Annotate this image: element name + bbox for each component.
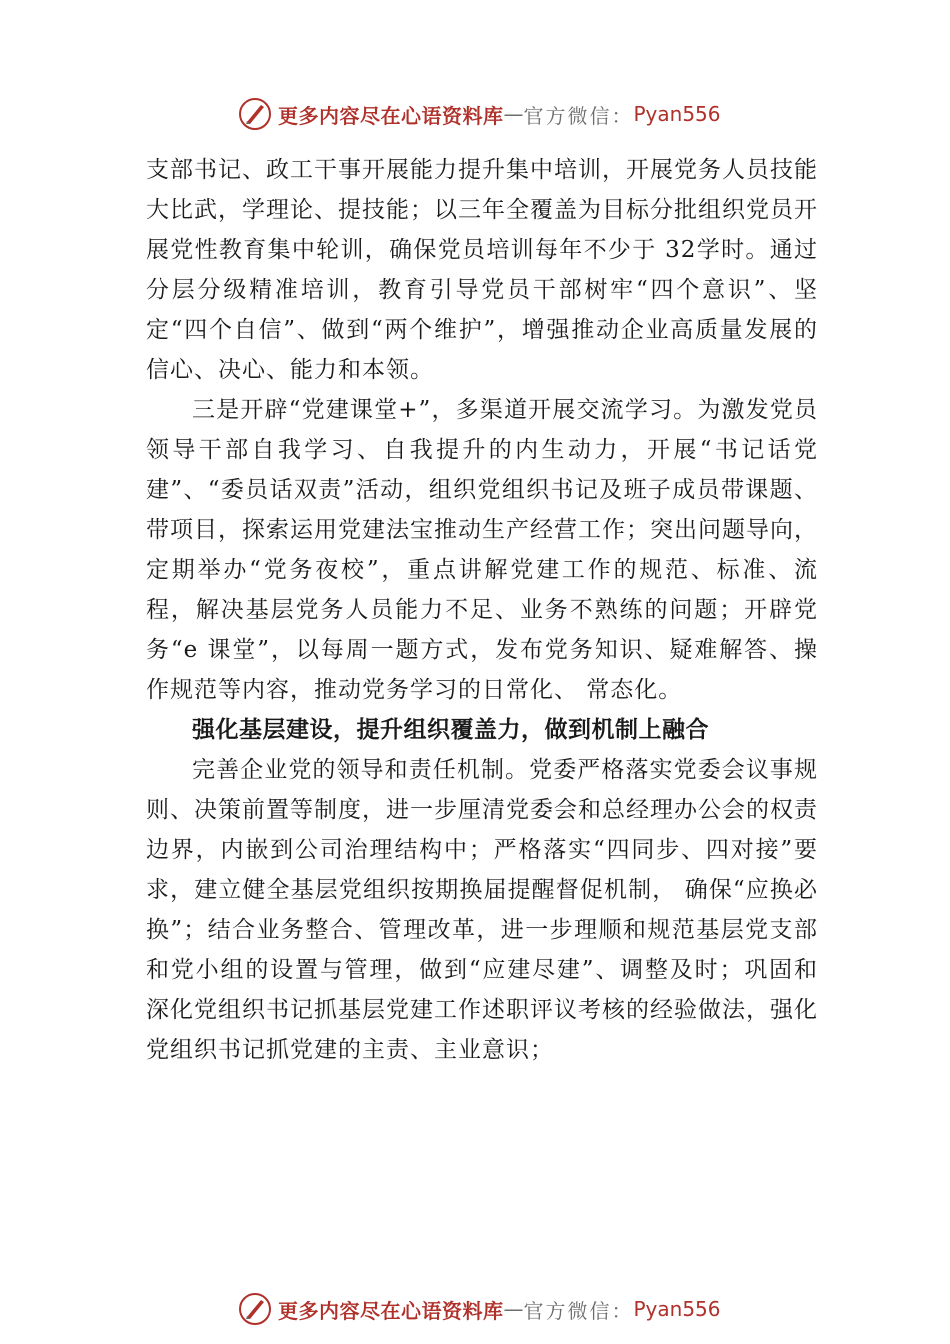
- banner-title: 更多内容尽在心语资料库: [278, 1298, 504, 1323]
- header-watermark-banner: [238, 96, 721, 132]
- footer-watermark-banner: [238, 1291, 721, 1327]
- quill-logo-icon: [238, 97, 272, 131]
- banner-wechat-id: Pyan556: [633, 102, 721, 126]
- document-body: [146, 150, 818, 1070]
- paragraph-mechanism: 完善企业党的领导和责任机制。党委严格落实党委会议事规则、决策前置等制度，进一步厘清党委会和总经理办公会的权责边界，内嵌到公司治理结构中；严格落实“四同步、四对接”要求，建立健全基层党组织按期换届提醒督促机制， 确保“应换必换”；结合业务整合、管理改革，进一步理顺和规范基层党支部和党小组的设置与管理，做到“应建尽建”、调整及时；巩固和深化党组织书记抓基层党建工作述职评议考核的经验做法，强化党组织书记抓党建的主责、主业意识；: [146, 757, 818, 1063]
- banner-dash: —: [503, 1297, 524, 1321]
- paragraph-party-classroom: 三是开辟“党建课堂+”，多渠道开展交流学习。为激发党员领导干部自我学习、自我提升的内生动力，开展“书记话党建”、“委员话双责”活动，组织党组织书记及班子成员带课题、带项目，探索运用党建法宝推动生产经营工作；突出问题导向，定期举办“党务夜校”，重点讲解党建工作的规范、标准、流程，解决基层党务人员能力不足、业务不熟练的问题；开辟党务“e 课堂”，以每周一题方式，发布党务知识、疑难解答、操作规范等内容，推动党务学习的日常化、 常态化。: [146, 397, 818, 703]
- banner-wechat-label: 官方微信：: [523, 103, 634, 128]
- banner-title: 更多内容尽在心语资料库: [278, 103, 504, 128]
- banner-wechat-label: 官方微信：: [523, 1298, 634, 1323]
- section-heading: 强化基层建设，提升组织覆盖力，做到机制上融合: [192, 717, 709, 743]
- paragraph-continued: 支部书记、政工干事开展能力提升集中培训，开展党务人员技能大比武，学理论、提技能；以三年全覆盖为目标分批组织党员开展党性教育集中轮训，确保党员培训每年不少于 32学时。通过分层分级精准培训，教育引导党员干部树牢“四个意识”、坚定“四个自信”、做到“两个维护”，增强推动企业高质量发展的信心、决心、能力和本领。: [146, 157, 818, 383]
- banner-dash: —: [503, 102, 524, 126]
- banner-wechat-id: Pyan556: [633, 1297, 721, 1321]
- quill-logo-icon: [238, 1292, 272, 1326]
